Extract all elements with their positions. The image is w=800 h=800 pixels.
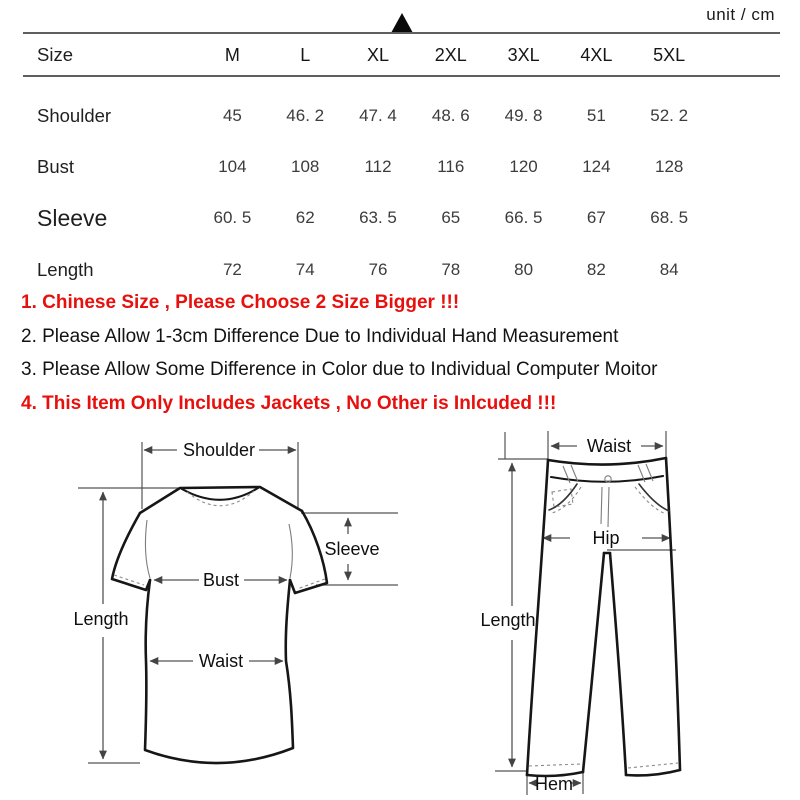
- shirt-waist-arrow: [150, 651, 283, 671]
- size-value: 63. 5: [359, 208, 397, 227]
- size-value: 108: [291, 157, 320, 176]
- size-table-header-row: [37, 41, 706, 69]
- size-value: 68. 5: [650, 208, 689, 227]
- size-value: 46. 2: [286, 106, 325, 125]
- size-header: L: [300, 45, 311, 65]
- size-value: 84: [659, 260, 679, 279]
- row-label: Length: [37, 259, 94, 280]
- size-value: 65: [441, 208, 461, 227]
- pants-hip-arrow: [543, 528, 676, 550]
- note-line: 3. Please Allow Some Difference in Color due to Individual Computer Moitor: [21, 359, 658, 380]
- note-line: 1. Chinese Size , Please Choose 2 Size Bigger !!!: [21, 292, 460, 313]
- pants-diagram: [480, 431, 680, 795]
- size-value: 51: [586, 106, 606, 125]
- header-rule: [23, 75, 780, 77]
- top-rule: [23, 32, 780, 34]
- size-header: XL: [366, 45, 389, 65]
- shirt-sleeve-arrow: [301, 513, 398, 585]
- size-value: 48. 6: [431, 106, 470, 125]
- row-label: Bust: [37, 156, 75, 177]
- size-header: 4XL: [580, 45, 613, 65]
- size-value: 124: [582, 157, 611, 176]
- size-value: 128: [654, 157, 684, 176]
- size-value: 116: [437, 157, 465, 176]
- size-value: 45: [222, 106, 242, 125]
- shirt-bust-arrow: [154, 570, 287, 590]
- size-value: 104: [218, 157, 247, 176]
- shirt-waist-label: Waist: [198, 651, 244, 671]
- pants-length-label: Length: [480, 610, 536, 630]
- size-value: 76: [368, 260, 388, 279]
- size-value: 62: [295, 208, 315, 227]
- table-row-sleeve: [37, 204, 706, 232]
- size-pointer-triangle-icon: [391, 13, 413, 33]
- note-line: 2. Please Allow 1-3cm Difference Due to Individual Hand Measurement: [21, 325, 619, 347]
- measurement-diagrams: [0, 420, 800, 800]
- size-value: 74: [295, 260, 315, 279]
- pants-outline: [527, 458, 680, 776]
- table-row-shoulder: [37, 102, 706, 130]
- size-value: 72: [222, 260, 242, 279]
- size-value: 112: [364, 157, 392, 176]
- size-header: 2XL: [434, 45, 467, 65]
- row-label: Sleeve: [37, 205, 108, 231]
- size-value: 82: [586, 260, 606, 279]
- pants-waist-label: Waist: [586, 436, 632, 456]
- shirt-length-arrow: [73, 488, 180, 763]
- size-value: 80: [514, 260, 534, 279]
- size-value: 120: [509, 157, 538, 176]
- shirt-diagram: [73, 440, 398, 763]
- size-header: M: [224, 45, 240, 65]
- notes-list: [21, 286, 781, 420]
- size-header: 3XL: [507, 45, 540, 65]
- shirt-shoulder-label: Shoulder: [182, 440, 256, 460]
- shirt-sleeve-label: Sleeve: [324, 539, 380, 559]
- size-value: 67: [586, 208, 606, 227]
- size-value: 78: [441, 260, 461, 279]
- shirt-bust-label: Bust: [202, 570, 240, 590]
- size-header: 5XL: [653, 45, 686, 65]
- shirt-outline: [112, 487, 327, 763]
- table-row-bust: [37, 153, 706, 181]
- table-row-length: [37, 256, 706, 284]
- size-value: 52. 2: [650, 106, 689, 125]
- size-value: 60. 5: [213, 208, 252, 227]
- pants-hem-label: Hem: [534, 774, 574, 794]
- size-value: 49. 8: [504, 106, 543, 125]
- pants-hip-label: Hip: [592, 528, 620, 548]
- size-column-header: Size: [37, 44, 73, 65]
- note-line: 4. This Item Only Includes Jackets , No Other is Inlcuded !!!: [21, 392, 557, 414]
- size-value: 47. 4: [359, 106, 397, 125]
- shirt-length-label: Length: [73, 609, 129, 629]
- size-value: 66. 5: [504, 208, 543, 227]
- unit-label: unit / cm: [706, 5, 775, 24]
- pants-waist-arrow: [548, 431, 666, 460]
- row-label: Shoulder: [37, 105, 112, 126]
